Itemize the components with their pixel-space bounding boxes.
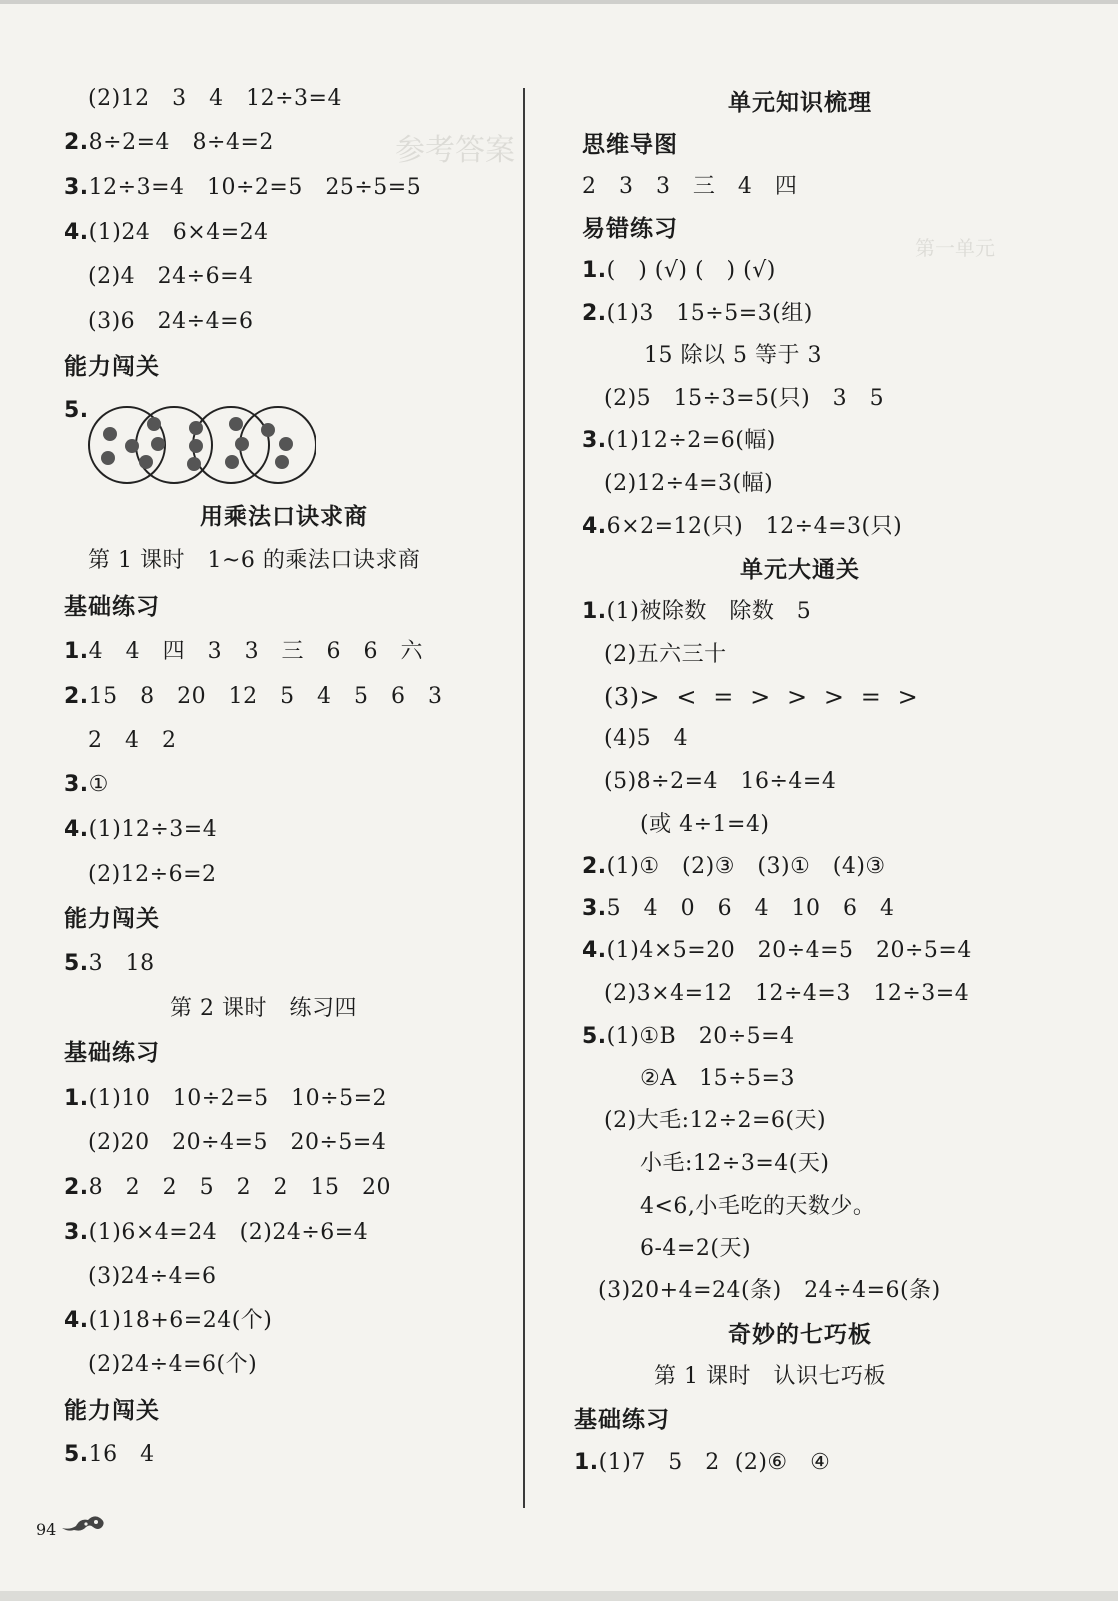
answer-line: 2.8 2 2 5 2 2 15 20: [64, 1175, 391, 1200]
cloud-ornament-icon: [60, 1510, 108, 1534]
answer-line: (2)12÷4=3(幅): [604, 471, 774, 496]
answer-line: 15 除以 5 等于 3: [644, 343, 822, 368]
answer-line: (2)12÷6=2: [88, 862, 217, 887]
answer-line: 3.12÷3=4 10÷2=5 25÷5=5: [64, 175, 422, 200]
answer-line: (2)3×4=12 12÷4=3 12÷3=4: [604, 981, 970, 1006]
section-heading: 基础练习: [64, 1040, 160, 1066]
answer-line: 小毛:12÷3=4(天): [640, 1151, 830, 1176]
answer-line: 3.5 4 0 6 4 10 6 4: [582, 896, 895, 921]
answer-line: 4.(1)12÷3=4: [64, 817, 218, 842]
answer-line: 4.6×2=12(只) 12÷4=3(只): [582, 514, 903, 539]
answer-line: 2.(1)① (2)③ (3)① (4)③: [582, 854, 886, 879]
section-heading: 易错练习: [582, 216, 678, 242]
answer-line: 6-4=2(天): [640, 1236, 752, 1261]
answer-line: (4)5 4: [604, 726, 689, 751]
scan-top-edge: [0, 0, 1118, 4]
answer-line: 2 3 3 三 4 四: [582, 174, 798, 199]
answer-line: 3.①: [64, 772, 109, 797]
answer-line: 1.(1)10 10÷2=5 10÷5=2: [64, 1086, 387, 1111]
answer-line: (3)20+4=24(条) 24÷4=6(条): [598, 1278, 941, 1303]
section-title: 奇妙的七巧板: [728, 1322, 872, 1348]
answer-line: 1.(1)7 5 2 (2)⑥ ④: [574, 1450, 831, 1475]
answer-line: 1.(1)被除数 除数 5: [582, 599, 812, 624]
bleed-through: 参考答案: [395, 133, 515, 168]
answer-line: 4.(1)4×5=20 20÷4=5 20÷5=4: [582, 938, 972, 963]
answer-line: 5.3 18: [64, 951, 155, 976]
answer-line: 5.: [64, 398, 89, 423]
answer-line: 2.8÷2=4 8÷4=2: [64, 130, 274, 155]
answer-line: 4.(1)24 6×4=24: [64, 220, 269, 245]
answer-line: 4<6,小毛吃的天数少。: [640, 1194, 876, 1219]
section-heading: 思维导图: [582, 132, 678, 158]
lesson-title: 第 1 课时 1~6 的乘法口诀求商: [88, 548, 421, 573]
section-title: 单元知识梳理: [728, 90, 872, 116]
answer-line: (3)24÷4=6: [88, 1264, 217, 1289]
answer-line: 4.(1)18+6=24(个): [64, 1308, 273, 1333]
answer-line: 3.(1)6×4=24 (2)24÷6=4: [64, 1220, 369, 1245]
column-divider: [523, 88, 525, 1508]
answer-line: 2.(1)3 15÷5=3(组): [582, 301, 813, 326]
answer-line: 2 4 2: [88, 728, 177, 753]
answer-line: (或 4÷1=4): [640, 812, 770, 837]
section-heading: 基础练习: [574, 1407, 670, 1433]
answer-line: 1.4 4 四 3 3 三 6 6 六: [64, 639, 423, 664]
answer-line: (2)12 3 4 12÷3=4: [88, 86, 342, 111]
scan-bottom-edge: [0, 1591, 1118, 1601]
answer-line: (2)20 20÷4=5 20÷5=4: [88, 1130, 387, 1155]
section-heading: 能力闯关: [64, 354, 160, 380]
lesson-title: 第 2 课时 练习四: [170, 996, 357, 1021]
answer-line: (2)大毛:12÷2=6(天): [604, 1108, 827, 1133]
answer-line: ②A 15÷5=3: [640, 1066, 795, 1091]
answer-line: (5)8÷2=4 16÷4=4: [604, 769, 837, 794]
section-title: 单元大通关: [740, 557, 860, 583]
bleed-through: 第一单元: [915, 236, 995, 260]
answer-line: 5.(1)①B 20÷5=4: [582, 1024, 795, 1049]
answer-line: 3.(1)12÷2=6(幅): [582, 428, 776, 453]
answer-line: 5.16 4: [64, 1442, 155, 1467]
page-number: 94: [36, 1520, 57, 1539]
grouped-dots-illustration: [86, 404, 316, 486]
section-heading: 基础练习: [64, 594, 160, 620]
answer-line: (2)24÷4=6(个): [88, 1352, 258, 1377]
answer-line: (2)五六三十: [604, 642, 727, 667]
answer-line: 2.15 8 20 12 5 4 5 6 3: [64, 684, 443, 709]
answer-line: (3)> < = > > > = >: [604, 683, 919, 711]
answer-line: (2)5 15÷3=5(只) 3 5: [604, 386, 885, 411]
lesson-title: 第 1 课时 认识七巧板: [654, 1364, 886, 1389]
answer-line: (3)6 24÷4=6: [88, 309, 254, 334]
section-title: 用乘法口诀求商: [200, 504, 368, 530]
answer-line: (2)4 24÷6=4: [88, 264, 254, 289]
answer-line: 1.( ) (√) ( ) (√): [582, 258, 776, 283]
section-heading: 能力闯关: [64, 906, 160, 932]
section-heading: 能力闯关: [64, 1398, 160, 1424]
